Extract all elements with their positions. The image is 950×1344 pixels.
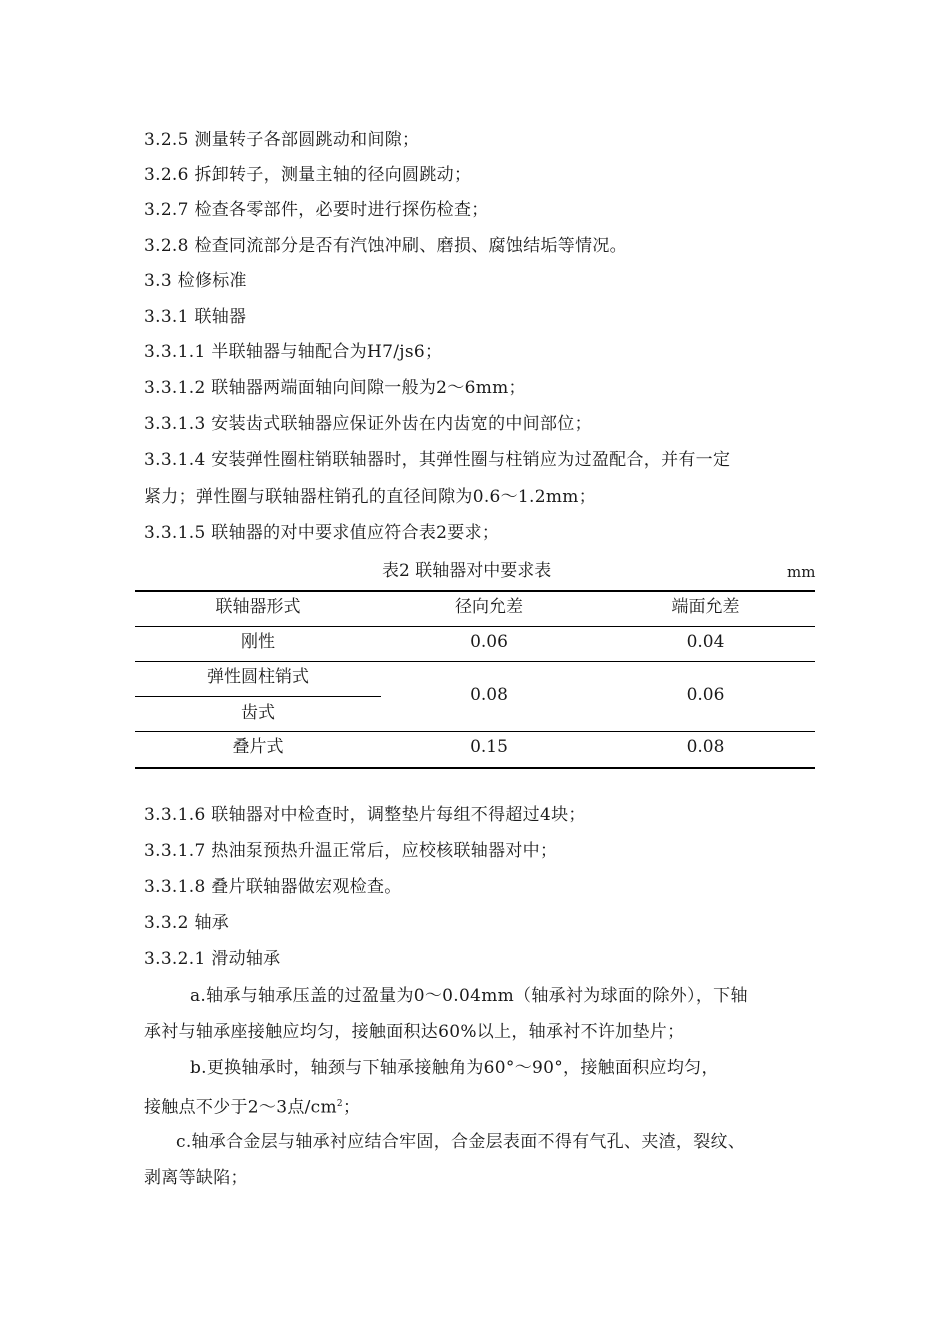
row-radial: 0.08 <box>470 685 508 705</box>
paragraph-3-3-1-8: 3.3.1.8 叠片联轴器做宏观检查。 <box>144 877 402 897</box>
table-merged-row-rule <box>135 696 381 697</box>
table-caption: 表2 联轴器对中要求表 <box>382 561 552 581</box>
table-header-rule <box>135 626 815 627</box>
item-a: a.轴承与轴承压盖的过盈量为0～0.04mm（轴承衬为球面的除外），下轴 <box>190 986 748 1006</box>
paragraph-3-2-5: 3.2.5 测量转子各部圆跳动和间隙； <box>144 130 420 150</box>
paragraph-3-3-1-4: 3.3.1.4 安装弹性圈柱销联轴器时，其弹性圈与柱销应为过盈配合，并有一定 <box>144 450 731 470</box>
item-b-text: 接触点不少于2～3点/cm <box>144 1097 337 1118</box>
item-c-cont: 剥离等缺陷； <box>144 1168 248 1188</box>
paragraph-3-3-1-4-cont: 紧力；弹性圈与联轴器柱销孔的直径间隙为0.6～1.2mm； <box>144 487 597 507</box>
row-radial: 0.15 <box>470 737 508 757</box>
row-radial: 0.06 <box>470 632 508 652</box>
table-row-rule <box>135 661 815 662</box>
header-type: 联轴器形式 <box>215 597 301 617</box>
header-radial: 径向允差 <box>455 597 523 617</box>
paragraph-3-2-7: 3.2.7 检查各零部件，必要时进行探伤检查； <box>144 200 489 220</box>
item-c: c.轴承合金层与轴承衬应结合牢固，合金层表面不得有气孔、夹渣，裂纹、 <box>176 1132 746 1152</box>
item-b: b.更换轴承时，轴颈与下轴承接触角为60°～90°，接触面积应均匀， <box>190 1058 719 1078</box>
row-face: 0.06 <box>686 685 725 705</box>
heading-3-3: 3.3 检修标准 <box>144 271 247 291</box>
heading-3-3-1: 3.3.1 联轴器 <box>144 307 247 327</box>
paragraph-3-3-1-3: 3.3.1.3 安装齿式联轴器应保证外齿在内齿宽的中间部位； <box>144 414 592 434</box>
item-b-end: ； <box>342 1097 361 1118</box>
table-bottom-rule <box>135 767 815 769</box>
superscript-2: 2 <box>336 1099 343 1109</box>
item-a-cont: 承衬与轴承座接触应均匀，接触面积达60%以上，轴承衬不许加垫片； <box>144 1022 685 1042</box>
paragraph-3-3-1-1: 3.3.1.1 半联轴器与轴配合为H7/js6； <box>144 342 443 362</box>
heading-3-3-2-1: 3.3.2.1 滑动轴承 <box>144 949 281 969</box>
header-face: 端面允差 <box>671 597 740 617</box>
paragraph-3-3-1-7: 3.3.1.7 热油泵预热升温正常后，应校核联轴器对中； <box>144 841 558 861</box>
paragraph-3-3-1-2: 3.3.1.2 联轴器两端面轴向间隙一般为2～6mm； <box>144 378 526 398</box>
table-top-rule <box>135 590 815 592</box>
row-face: 0.04 <box>686 632 725 652</box>
row-type: 刚性 <box>241 632 275 652</box>
item-b-cont <box>144 1093 360 1119</box>
row-type: 弹性圆柱销式 <box>207 667 309 687</box>
paragraph-3-2-6: 3.2.6 拆卸转子，测量主轴的径向圆跳动； <box>144 165 472 185</box>
table-row-rule <box>135 731 815 732</box>
heading-3-3-2: 3.3.2 轴承 <box>144 913 230 933</box>
paragraph-3-2-8: 3.2.8 检查同流部分是否有汽蚀冲刷、磨损、腐蚀结垢等情况。 <box>144 236 627 256</box>
row-face: 0.08 <box>686 737 725 757</box>
row-type: 叠片式 <box>232 737 284 757</box>
paragraph-3-3-1-6: 3.3.1.6 联轴器对中检查时，调整垫片每组不得超过4块； <box>144 805 586 825</box>
paragraph-3-3-1-5: 3.3.1.5 联轴器的对中要求值应符合表2要求； <box>144 523 500 543</box>
row-type: 齿式 <box>241 703 275 723</box>
table-unit: mm <box>787 563 816 581</box>
